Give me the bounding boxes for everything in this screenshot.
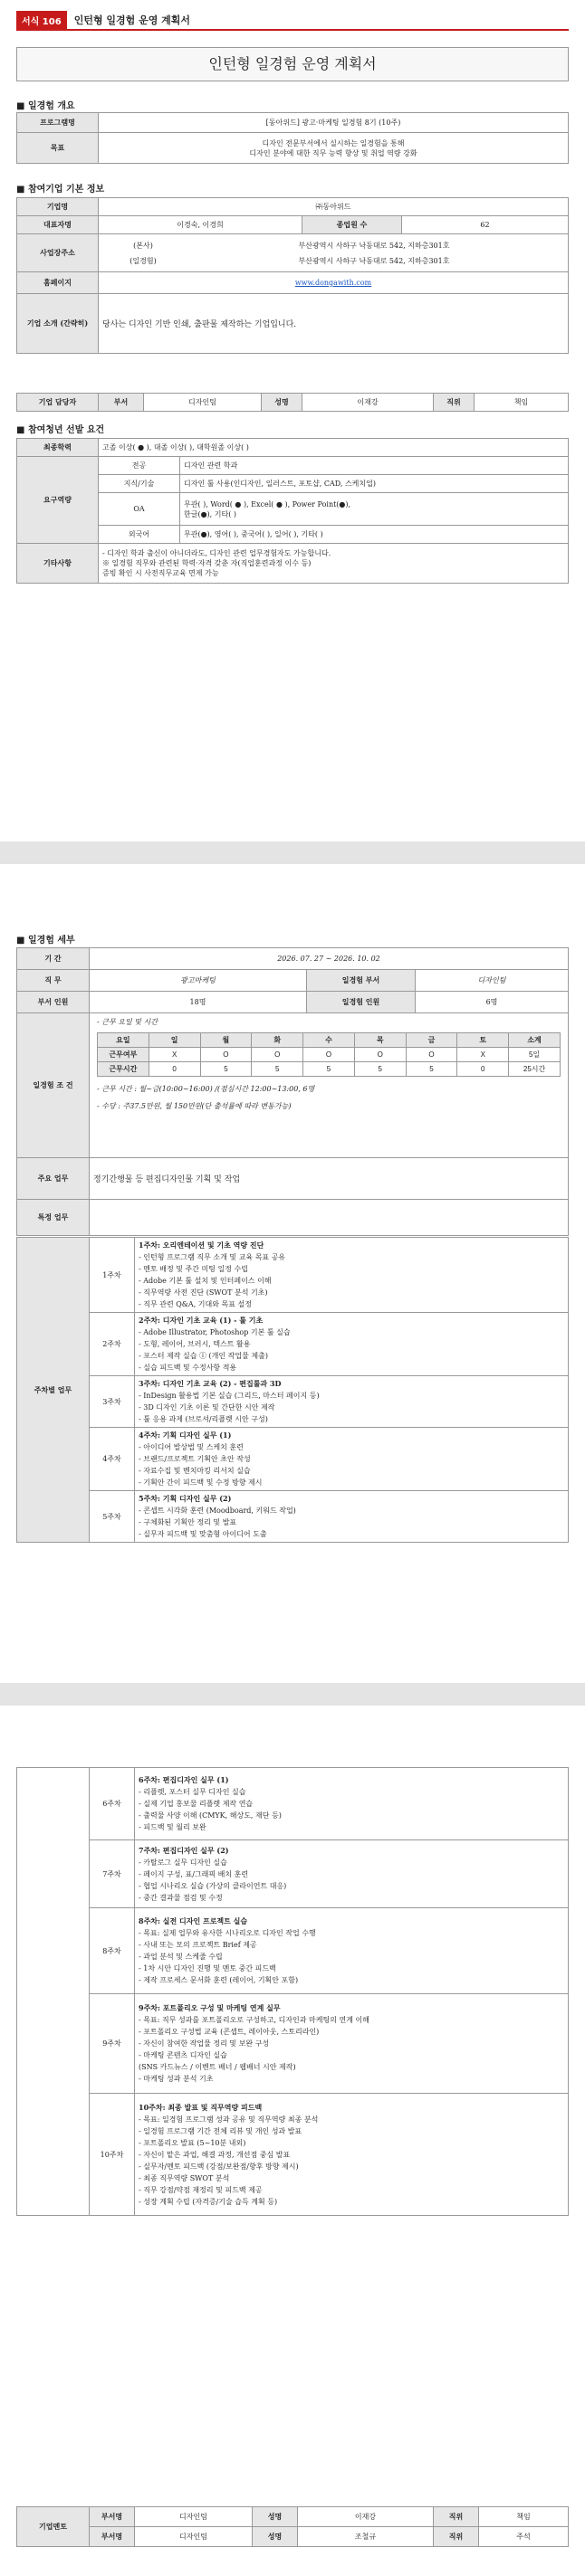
row1-cell-0: 근무여부 bbox=[98, 1048, 149, 1062]
week-task: - 페이지 구성, 표/그래픽 배치 훈련 bbox=[139, 1869, 249, 1878]
intro-value: 당사는 디자인 기반 인쇄, 출판물 제작하는 기업입니다. bbox=[99, 294, 569, 354]
details-table bbox=[16, 947, 569, 1236]
ceo-label: 대표자명 bbox=[17, 216, 99, 234]
main-task-label: 주요 업무 bbox=[17, 1158, 90, 1200]
row2-cell-1: 0 bbox=[149, 1062, 200, 1077]
page-3 bbox=[0, 1706, 585, 2576]
weekly-tasks-table-2 bbox=[16, 1767, 569, 2216]
week-task: - 피드백 및 월리 보완 bbox=[139, 1823, 206, 1831]
etc-value bbox=[99, 544, 569, 584]
week-task: - 브랜드/프로젝트 기획안 초안 작성 bbox=[139, 1455, 251, 1463]
week-task: - 포스터 제작 실습 ① (개인 작업물 제출) bbox=[139, 1352, 268, 1360]
address-value bbox=[99, 234, 569, 272]
mentor1-name: 이재강 bbox=[298, 2507, 434, 2527]
week-task: - 출력물 사양 이해 (CMYK, 해상도, 재단 등) bbox=[139, 1811, 282, 1820]
oa-line-2: 한글(●), 기타( ) bbox=[184, 509, 237, 518]
section-company-title: ■ 참여기업 기본 정보 bbox=[16, 181, 104, 195]
days_header-cell-1: 일 bbox=[149, 1033, 200, 1048]
week-label: 9주차 bbox=[90, 1994, 135, 2094]
condition-value bbox=[90, 1013, 569, 1158]
manager-dept: 디자인팀 bbox=[144, 394, 262, 412]
overview-table bbox=[16, 112, 569, 164]
week-task: - 실제 기업 홍보물 리플렛 제작 연습 bbox=[139, 1800, 254, 1808]
etc-label: 기타사항 bbox=[17, 544, 99, 584]
mentor1-pos: 책임 bbox=[479, 2507, 569, 2527]
week-task: - 구체화된 기획안 정리 및 발표 bbox=[139, 1518, 237, 1526]
row2-cell-8: 25시간 bbox=[509, 1062, 561, 1077]
address-work: 부산광역시 사하구 낙동대로 542, 지하층301호 bbox=[298, 256, 450, 265]
section-requirements-title: ■ 참여청년 선발 요건 bbox=[16, 422, 104, 435]
mentor2-dept: 디자인팀 bbox=[135, 2527, 253, 2547]
etc-line-1: - 디자인 학과 출신이 아니더라도, 디자인 관련 업무경험자도 가능합니다. bbox=[102, 549, 331, 557]
week-content bbox=[135, 1768, 569, 1840]
address-hq: 부산광역시 사하구 낙동대로 542, 지하층301호 bbox=[298, 241, 450, 250]
week-heading: 5주차: 기획 디자인 실무 (2) bbox=[139, 1494, 232, 1503]
week-task: - 멘토 배정 및 주간 미팅 일정 수립 bbox=[139, 1265, 248, 1273]
oa-line-1: 무관( ), Word( ● ), Excel( ● ), Power Point(●), bbox=[184, 499, 351, 509]
week-heading: 10주차: 최종 발표 및 직무역량 피드백 bbox=[139, 2102, 263, 2112]
manager-pos: 책임 bbox=[475, 394, 569, 412]
week-heading: 1주차: 오리엔테이션 및 기초 역량 진단 bbox=[139, 1240, 264, 1250]
pay-note: - 수당 : 주37.5만원, 월 150만원(단 출석률에 따라 변동가능) bbox=[97, 1102, 292, 1110]
days_header-cell-5: 목 bbox=[354, 1033, 406, 1048]
week-task: - InDesign 활용법 기본 실습 (그리드, 마스터 페이지 등) bbox=[139, 1392, 320, 1400]
row2-cell-0: 근무시간 bbox=[98, 1062, 149, 1077]
week-label: 2주차 bbox=[90, 1313, 135, 1376]
employees-value: 62 bbox=[402, 216, 569, 234]
form-header-title: 인턴형 일경험 운영 계획서 bbox=[73, 14, 191, 26]
week-label: 10주차 bbox=[90, 2094, 135, 2216]
row2-cell-5: 5 bbox=[354, 1062, 406, 1077]
skill-value: 디자인 툴 사용(인디자인, 일러스트, 포토샵, CAD, 스케치업) bbox=[180, 475, 569, 493]
goal-label: 목표 bbox=[17, 133, 99, 164]
form-header bbox=[16, 11, 190, 29]
row1-cell-5: O bbox=[354, 1048, 406, 1062]
condition-heading: - 근무 요일 및 시간 bbox=[97, 1018, 158, 1026]
week-content bbox=[135, 1491, 569, 1543]
mentor2-pos-label: 직위 bbox=[434, 2527, 479, 2547]
major-value: 디자인 관련 학과 bbox=[180, 457, 569, 475]
goal-value bbox=[99, 133, 569, 164]
education-value: 고졸 이상( ● ), 대졸 이상( ), 대학원졸 이상( ) bbox=[99, 439, 569, 457]
week-label: 6주차 bbox=[90, 1768, 135, 1840]
row1-cell-1: X bbox=[149, 1048, 200, 1062]
hours-note: - 근무 시간 : 월~금(10:00~16:00) /(점심시간 12:00~13:00, 6명 bbox=[97, 1085, 315, 1093]
weekly-label: 주차별 업무 bbox=[17, 1238, 90, 1543]
condition-label: 일경험 조 건 bbox=[17, 1013, 90, 1158]
mentor1-pos-label: 직위 bbox=[434, 2507, 479, 2527]
mentor2-pos: 주석 bbox=[479, 2527, 569, 2547]
week-task: - 3D 디자인 기초 이론 및 간단한 시안 제작 bbox=[139, 1403, 275, 1412]
week-task: - 마케팅 콘텐츠 디자인 실습 bbox=[139, 2051, 227, 2059]
week-task: - 인턴형 프로그램 직무 소개 및 교육 목표 공유 bbox=[139, 1253, 286, 1261]
week-heading: 8주차: 실전 디자인 프로젝트 실습 bbox=[139, 1916, 248, 1925]
week-label: 7주차 bbox=[90, 1840, 135, 1908]
special-task-value bbox=[90, 1200, 569, 1236]
header-rule bbox=[16, 29, 569, 31]
program-value: [동아위드] 광고·마케팅 일경험 8기 (10주) bbox=[99, 113, 569, 133]
week-content bbox=[135, 1238, 569, 1313]
week-task: - 카탈로그 실무 디자인 실습 bbox=[139, 1858, 227, 1867]
week-task: - 마케팅 성과 분석 기초 bbox=[139, 2075, 214, 2083]
period-value: 2026. 07. 27 ~ 2026. 10. 02 bbox=[90, 948, 569, 970]
goal-line-1: 디자인 전문부서에서 실시하는 일경험을 통해 bbox=[262, 138, 405, 147]
week-heading: 4주차: 기획 디자인 실무 (1) bbox=[139, 1431, 232, 1440]
week-task: - 직무 관련 Q&A, 기대와 목표 설정 bbox=[139, 1300, 252, 1308]
oa-label: OA bbox=[99, 493, 180, 526]
days_header-cell-3: 화 bbox=[252, 1033, 303, 1048]
week-task: - 목표: 실제 업무와 유사한 시나리오로 디자인 작업 수행 bbox=[139, 1929, 316, 1937]
skill-label: 지식/기술 bbox=[99, 475, 180, 493]
week-task: - 1차 시안 디자인 진행 및 멘토 중간 피드백 bbox=[139, 1964, 276, 1972]
row1-cell-4: O bbox=[303, 1048, 355, 1062]
week-task: - 최종 직무역량 SWOT 분석 bbox=[139, 2173, 230, 2182]
week-heading: 6주차: 편집디자인 실무 (1) bbox=[139, 1775, 229, 1784]
website-cell bbox=[99, 272, 569, 294]
week-task: - 실무자/멘토 피드백 (강점/보완점/향후 방향 제시) bbox=[139, 2162, 299, 2171]
week-task: - 리플렛, 포스터 실무 디자인 실습 bbox=[139, 1788, 246, 1796]
mentor1-name-label: 성명 bbox=[253, 2507, 298, 2527]
employees-label: 종업원 수 bbox=[302, 216, 402, 234]
manager-label: 기업 담당자 bbox=[17, 394, 99, 412]
week-heading: 7주차: 편집디자인 실무 (2) bbox=[139, 1845, 229, 1855]
week-task: - 목표: 일경험 프로그램 성과 공유 및 직무역량 최종 분석 bbox=[139, 2115, 319, 2124]
count-label: 일경험 인원 bbox=[307, 992, 416, 1013]
education-label: 최종학력 bbox=[17, 439, 99, 457]
week-task: - 자신이 맡은 과업, 해결 과정, 개선점 중심 발표 bbox=[139, 2150, 291, 2159]
job-value: 광고마케팅 bbox=[90, 970, 307, 992]
manager-name: 이재강 bbox=[302, 394, 434, 412]
week-content bbox=[135, 1994, 569, 2094]
mentor2-name: 조철규 bbox=[298, 2527, 434, 2547]
week-content bbox=[135, 2094, 569, 2216]
week-task: - 포트폴리오 발표 (5~10분 내외) bbox=[139, 2138, 246, 2147]
section-overview-title: ■ 일경험 개요 bbox=[16, 98, 75, 111]
week-task: - 자료수집 및 벤치마킹 리서치 실습 bbox=[139, 1467, 251, 1475]
language-value: 무관(●), 영어( ), 중국어( ), 일어( ), 기타( ) bbox=[180, 526, 569, 544]
week-label: 4주차 bbox=[90, 1428, 135, 1491]
mentor-table bbox=[16, 2506, 569, 2547]
address-label: 사업장주소 bbox=[17, 234, 99, 272]
staff-value: 18명 bbox=[90, 992, 307, 1013]
row2-cell-7: 0 bbox=[457, 1062, 509, 1077]
main-task-value: 정기간행물 등 편집디자인물 기획 및 작업 bbox=[90, 1158, 569, 1200]
week-task: - 툴 응용 과제 (브로셔/리플렛 시안 구성) bbox=[139, 1415, 268, 1423]
manager-table bbox=[16, 393, 569, 412]
week-task: - 기획안 간이 피드백 및 수정 방향 제시 bbox=[139, 1478, 263, 1487]
row2-cell-4: 5 bbox=[303, 1062, 355, 1077]
week-task: - 성장 계획 수립 (자격증/기술 습득 계획 등) bbox=[139, 2197, 278, 2206]
week-task: - 자신이 참여한 작업물 정리 및 보완 구성 bbox=[139, 2039, 270, 2048]
mentor1-dept: 디자인팀 bbox=[135, 2507, 253, 2527]
week-heading: 2주차: 디자인 기초 교육 (1) - 툴 기초 bbox=[139, 1316, 264, 1325]
week-task: - 아이디어 발상법 및 스케치 훈련 bbox=[139, 1443, 244, 1451]
special-task-label: 특정 업무 bbox=[17, 1200, 90, 1236]
week-label: 8주차 bbox=[90, 1908, 135, 1994]
week-label: 3주차 bbox=[90, 1376, 135, 1428]
days_header-cell-4: 수 bbox=[303, 1033, 355, 1048]
document-title: 인턴형 일경험 운영 계획서 bbox=[16, 47, 569, 81]
row2-cell-6: 5 bbox=[406, 1062, 457, 1077]
section-details-title: ■ 일경험 세부 bbox=[16, 932, 75, 946]
week-task: - 일경험 프로그램 기간 전체 리뷰 및 개인 성과 발표 bbox=[139, 2126, 302, 2135]
job-label: 직 무 bbox=[17, 970, 90, 992]
week-task: - 포트폴리오 구성법 교육 (콘셉트, 레이아웃, 스토리라인) bbox=[139, 2028, 320, 2036]
address-hq-tag: (본사) bbox=[133, 241, 153, 250]
etc-line-2: ※ 일경험 직무와 관련된 학력·자격 갖춘 자(직업훈련과정 이수 등) bbox=[102, 559, 312, 567]
week-content bbox=[135, 1376, 569, 1428]
week-task: - 실습 피드백 및 수정사항 적용 bbox=[139, 1364, 237, 1372]
requirements-table bbox=[16, 438, 569, 584]
count-value: 6명 bbox=[416, 992, 569, 1013]
week-heading: 3주차: 디자인 기초 교육 (2) - 편집툴과 3D bbox=[139, 1379, 282, 1388]
page-separator bbox=[0, 841, 585, 864]
program-label: 프로그램명 bbox=[17, 113, 99, 133]
language-label: 외국어 bbox=[99, 526, 180, 544]
days_header-cell-7: 토 bbox=[457, 1033, 509, 1048]
mentor2-dept-label: 부서명 bbox=[90, 2527, 135, 2547]
intro-label: 기업 소개 (간략히) bbox=[17, 294, 99, 354]
week-label: 1주차 bbox=[90, 1238, 135, 1313]
days_header-cell-8: 소계 bbox=[509, 1033, 561, 1048]
week-task: - 실무자 피드백 및 맞춤형 아이디어 도출 bbox=[139, 1530, 267, 1538]
week-task: (SNS 카드뉴스 / 이벤트 배너 / 웹배너 시안 제작) bbox=[139, 2063, 296, 2071]
mentor1-dept-label: 부서명 bbox=[90, 2507, 135, 2527]
company-value: ㈜동아위드 bbox=[99, 198, 569, 216]
week-task: - Adobe 기본 툴 설치 및 인터페이스 이해 bbox=[139, 1277, 272, 1285]
page-1 bbox=[0, 0, 585, 841]
weekly-label-continued bbox=[17, 1768, 90, 2216]
week-task: - 사내 또는 모의 프로젝트 Brief 제공 bbox=[139, 1941, 257, 1949]
manager-name-label: 성명 bbox=[262, 394, 302, 412]
oa-value bbox=[180, 493, 569, 526]
goal-line-2: 디자인 분야에 대한 직무 능력 향상 및 취업 역량 강화 bbox=[249, 148, 417, 157]
ceo-value: 이경숙, 이경희 bbox=[99, 216, 302, 234]
manager-pos-label: 직위 bbox=[434, 394, 475, 412]
days_header-cell-6: 금 bbox=[406, 1033, 457, 1048]
row1-cell-7: X bbox=[457, 1048, 509, 1062]
manager-dept-label: 부서 bbox=[99, 394, 144, 412]
week-content bbox=[135, 1908, 569, 1994]
website-label: 홈페이지 bbox=[17, 272, 99, 294]
week-task: - 협업 시나리오 실습 (가상의 클라이언트 대응) bbox=[139, 1881, 287, 1890]
etc-line-3: 증빙 확인 시 사전직무교육 면제 가능 bbox=[102, 569, 219, 577]
week-task: - 콘셉트 시각화 훈련 (Moodboard, 키워드 작업) bbox=[139, 1507, 296, 1515]
company-table bbox=[16, 197, 569, 354]
competency-label: 요구역량 bbox=[17, 457, 99, 544]
days_header-cell-0: 요일 bbox=[98, 1033, 149, 1048]
week-task: - 목표: 직무 성과를 포트폴리오로 구성하고, 디자인과 마케팅의 연계 이해 bbox=[139, 2016, 369, 2024]
week-content bbox=[135, 1313, 569, 1376]
schedule-table bbox=[97, 1032, 561, 1077]
page-separator-2 bbox=[0, 1683, 585, 1706]
mentor2-name-label: 성명 bbox=[253, 2527, 298, 2547]
week-task: - Adobe Illustrator, Photoshop 기본 툴 실습 bbox=[139, 1328, 291, 1336]
company-label: 기업명 bbox=[17, 198, 99, 216]
address-work-tag: (일경험) bbox=[129, 256, 157, 265]
major-label: 전공 bbox=[99, 457, 180, 475]
page-2 bbox=[0, 864, 585, 1683]
days_header-cell-2: 월 bbox=[200, 1033, 252, 1048]
dept-label: 일경험 부서 bbox=[307, 970, 416, 992]
week-content bbox=[135, 1840, 569, 1908]
week-task: - 제작 프로세스 문서화 훈련 (레이어, 기획안 포함) bbox=[139, 1976, 299, 1984]
row1-cell-8: 5일 bbox=[509, 1048, 561, 1062]
dept-value: 디자인팀 bbox=[416, 970, 569, 992]
week-task: - 도형, 레이어, 브러시, 텍스트 활용 bbox=[139, 1340, 251, 1348]
row2-cell-2: 5 bbox=[200, 1062, 252, 1077]
week-label: 5주차 bbox=[90, 1491, 135, 1543]
week-task: - 직무역량 사전 진단 (SWOT 분석 기초) bbox=[139, 1288, 268, 1297]
week-task: - 중간 결과물 점검 및 수정 bbox=[139, 1893, 223, 1902]
row1-cell-2: O bbox=[200, 1048, 252, 1062]
row1-cell-3: O bbox=[252, 1048, 303, 1062]
weekly-tasks-table-1 bbox=[16, 1237, 569, 1543]
week-content bbox=[135, 1428, 569, 1491]
week-task: - 과업 분석 및 스케줄 수립 bbox=[139, 1953, 223, 1961]
form-tag: 서식 106 bbox=[16, 11, 67, 29]
row2-cell-3: 5 bbox=[252, 1062, 303, 1077]
mentor-label: 기업멘토 bbox=[17, 2507, 90, 2547]
week-task: - 직무 강점/약점 재정리 및 피드백 제공 bbox=[139, 2185, 263, 2194]
week-heading: 9주차: 포트폴리오 구성 및 마케팅 연계 실무 bbox=[139, 2003, 281, 2012]
staff-label: 부서 인원 bbox=[17, 992, 90, 1013]
website-link[interactable]: www.dongawith.com bbox=[294, 279, 372, 287]
period-label: 기 간 bbox=[17, 948, 90, 970]
row1-cell-6: O bbox=[406, 1048, 457, 1062]
